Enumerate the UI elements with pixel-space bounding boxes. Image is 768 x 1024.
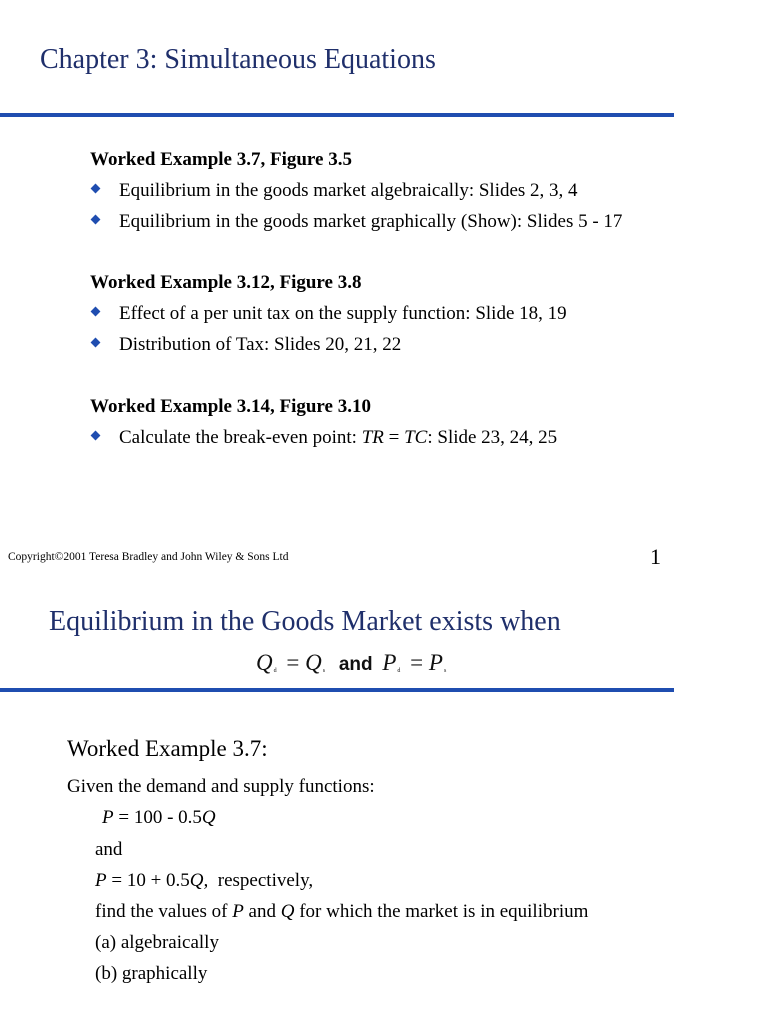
find-instruction: find the values of P and Q for which the market is in equilibrium (95, 901, 589, 922)
part-b: (b) graphically (95, 963, 208, 984)
part-a: (a) algebraically (95, 932, 219, 953)
list-item: Calculate the break-even point: TR = TC: Slide 23, 24, 25 (90, 428, 557, 459)
section-heading-we-3-14: Worked Example 3.14, Figure 3.10 (90, 396, 371, 417)
copyright-notice: Copyright©2001 Teresa Bradley and John Wiley & Sons Ltd (8, 551, 289, 563)
diamond-bullet-icon (91, 338, 101, 348)
diamond-bullet-icon (91, 431, 101, 441)
slide2-title: Equilibrium in the Goods Market exists when (49, 606, 561, 637)
example-heading: Worked Example 3.7: (67, 736, 268, 761)
list-item: Distribution of Tax: Slides 20, 21, 22 (90, 335, 567, 366)
slide1-title: Chapter 3: Simultaneous Equations (40, 44, 436, 75)
slide1-title-rule (0, 113, 674, 117)
list-item: Equilibrium in the goods market algebraically: Slides 2, 3, 4 (90, 181, 622, 212)
list-item: Equilibrium in the goods market graphically (Show): Slides 5 - 17 (90, 212, 622, 243)
list-item: Effect of a per unit tax on the supply function: Slide 18, 19 (90, 304, 567, 335)
section-heading-we-3-12: Worked Example 3.12, Figure 3.8 (90, 272, 362, 293)
intro-text: Given the demand and supply functions: (67, 776, 375, 797)
diamond-bullet-icon (91, 184, 101, 194)
equilibrium-condition: $Q_d = Q_s$ and $P_d = P_s$ (256, 650, 447, 675)
diamond-bullet-icon (91, 307, 101, 317)
and-text: and (95, 839, 123, 860)
slide2-title-rule (0, 688, 674, 692)
page-number: 1 (650, 544, 661, 569)
bullet-list-we-3-12 (90, 304, 567, 366)
demand-equation: P = 100 - 0.5Q (102, 807, 216, 828)
section-heading-we-3-7: Worked Example 3.7, Figure 3.5 (90, 149, 352, 170)
diamond-bullet-icon (91, 215, 101, 225)
bullet-list-we-3-14 (90, 428, 557, 459)
bullet-list-we-3-7 (90, 181, 622, 243)
supply-equation: P = 10 + 0.5Q, respectively, (95, 870, 314, 891)
